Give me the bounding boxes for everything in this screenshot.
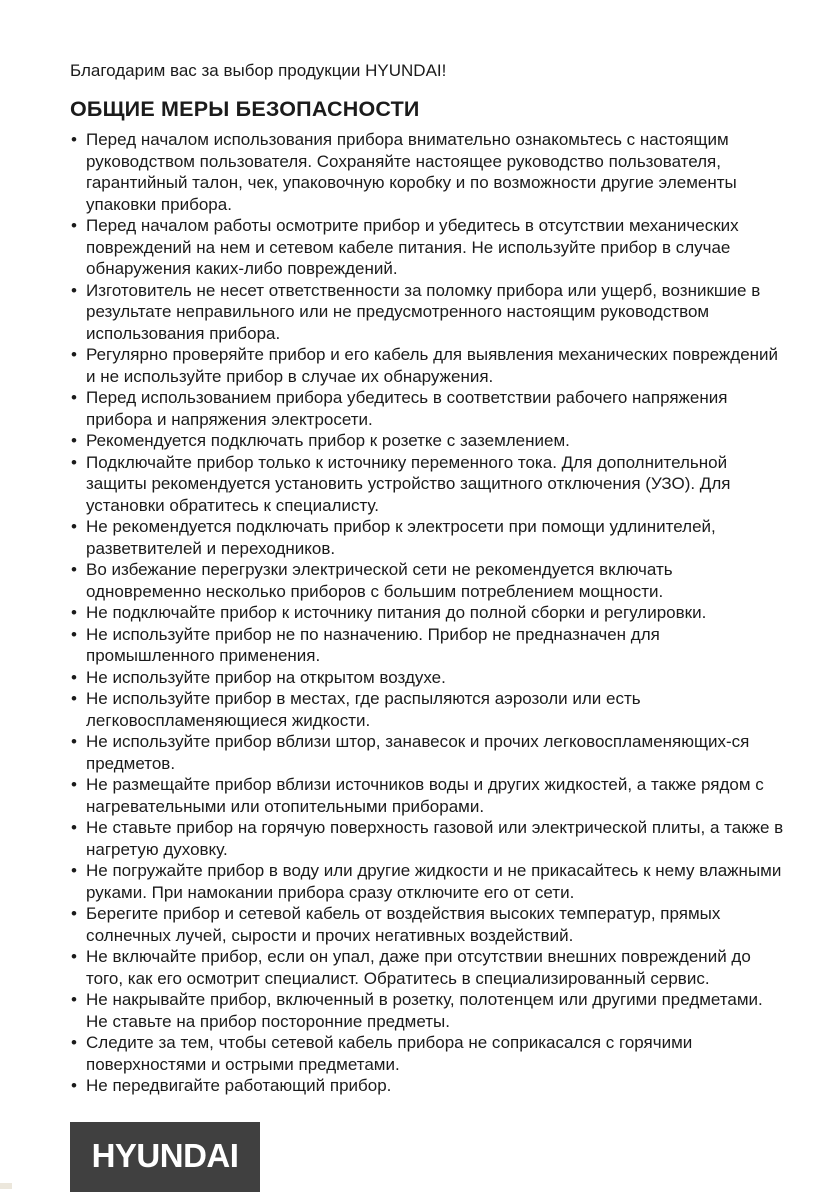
- safety-bullet-item: • Подключайте прибор только к источнику переменного тока. Для дополнительной защиты рекомендуется установить устройство защитного отключения (УЗО). Для установки обратитесь к специалисту.: [70, 452, 784, 517]
- safety-bullet-item: • Перед началом использования прибора внимательно ознакомьтесь с настоящим руководством пользователя. Сохраняйте настоящее руководство пользователя, гарантийный талон, чек, упаковочную коробку и по возможности другие элементы упаковки прибора.: [70, 129, 784, 215]
- safety-bullet-item: • Не подключайте прибор к источнику питания до полной сборки и регулировки.: [70, 602, 784, 624]
- hyundai-logo-text: HYUNDAI: [91, 1136, 239, 1174]
- hyundai-logo: [70, 1122, 260, 1192]
- safety-bullet-item: • Не размещайте прибор вблизи источников воды и других жидкостей, а также рядом с нагревательными или отопительными приборами.: [70, 774, 784, 817]
- safety-bullet-item: • Перед началом работы осмотрите прибор и убедитесь в отсутствии механических повреждений на нем и сетевом кабеле питания. Не используйте прибор в случае обнаружения каких-либо повреждений.: [70, 215, 784, 280]
- safety-bullet-list: [70, 129, 784, 1097]
- safety-bullet-item: • Перед использованием прибора убедитесь в соответствии рабочего напряжения прибора и напряжения электросети.: [70, 387, 784, 430]
- thank-you-line: Благодарим вас за выбор продукции HYUNDAI!: [70, 61, 447, 80]
- safety-bullet-item: • Изготовитель не несет ответственности за поломку прибора или ущерб, возникшие в результате неправильного или не предусмотренного настоящим руководством использования прибора.: [70, 280, 784, 345]
- section-title-safety: ОБЩИЕ МЕРЫ БЕЗОПАСНОСТИ: [70, 97, 420, 121]
- safety-bullet-item: • Регулярно проверяйте прибор и его кабель для выявления механических повреждений и не используйте прибор в случае их обнаружения.: [70, 344, 784, 387]
- safety-bullet-item: • Берегите прибор и сетевой кабель от воздействия высоких температур, прямых солнечных лучей, сырости и прочих негативных воздействий.: [70, 903, 784, 946]
- safety-bullet-item: • Не используйте прибор на открытом воздухе.: [70, 667, 784, 689]
- safety-bullet-item: • Не передвигайте работающий прибор.: [70, 1075, 784, 1097]
- safety-bullet-item: • Во избежание перегрузки электрической сети не рекомендуется включать одновременно несколько приборов с большим потреблением мощности.: [70, 559, 784, 602]
- safety-bullet-item: • Не используйте прибор вблизи штор, занавесок и прочих легковоспламеняющих-ся предметов.: [70, 731, 784, 774]
- safety-bullet-item: • Рекомендуется подключать прибор к розетке с заземлением.: [70, 430, 784, 452]
- safety-bullet-item: • Не используйте прибор в местах, где распыляются аэрозоли или есть легковоспламеняющиеся жидкости.: [70, 688, 784, 731]
- safety-bullet-item: • Не накрывайте прибор, включенный в розетку, полотенцем или другими предметами. Не ставьте на прибор посторонние предметы.: [70, 989, 784, 1032]
- safety-bullet-item: • Не ставьте прибор на горячую поверхность газовой или электрической плиты, а также в нагретую духовку.: [70, 817, 784, 860]
- safety-bullet-item: • Не рекомендуется подключать прибор к электросети при помощи удлинителей, разветвителей и переходников.: [70, 516, 784, 559]
- safety-bullet-item: • Следите за тем, чтобы сетевой кабель прибора не соприкасался с горячими поверхностями и острыми предметами.: [70, 1032, 784, 1075]
- safety-bullet-item: • Не включайте прибор, если он упал, даже при отсутствии внешних повреждений до того, как его осмотрит специалист. Обратитесь в специализированный сервис.: [70, 946, 784, 989]
- safety-bullet-item: • Не используйте прибор не по назначению. Прибор не предназначен для промышленного применения.: [70, 624, 784, 667]
- scan-artifact: [0, 1183, 12, 1189]
- safety-bullet-item: • Не погружайте прибор в воду или другие жидкости и не прикасайтесь к нему влажными руками. При намокании прибора сразу отключите его от сети.: [70, 860, 784, 903]
